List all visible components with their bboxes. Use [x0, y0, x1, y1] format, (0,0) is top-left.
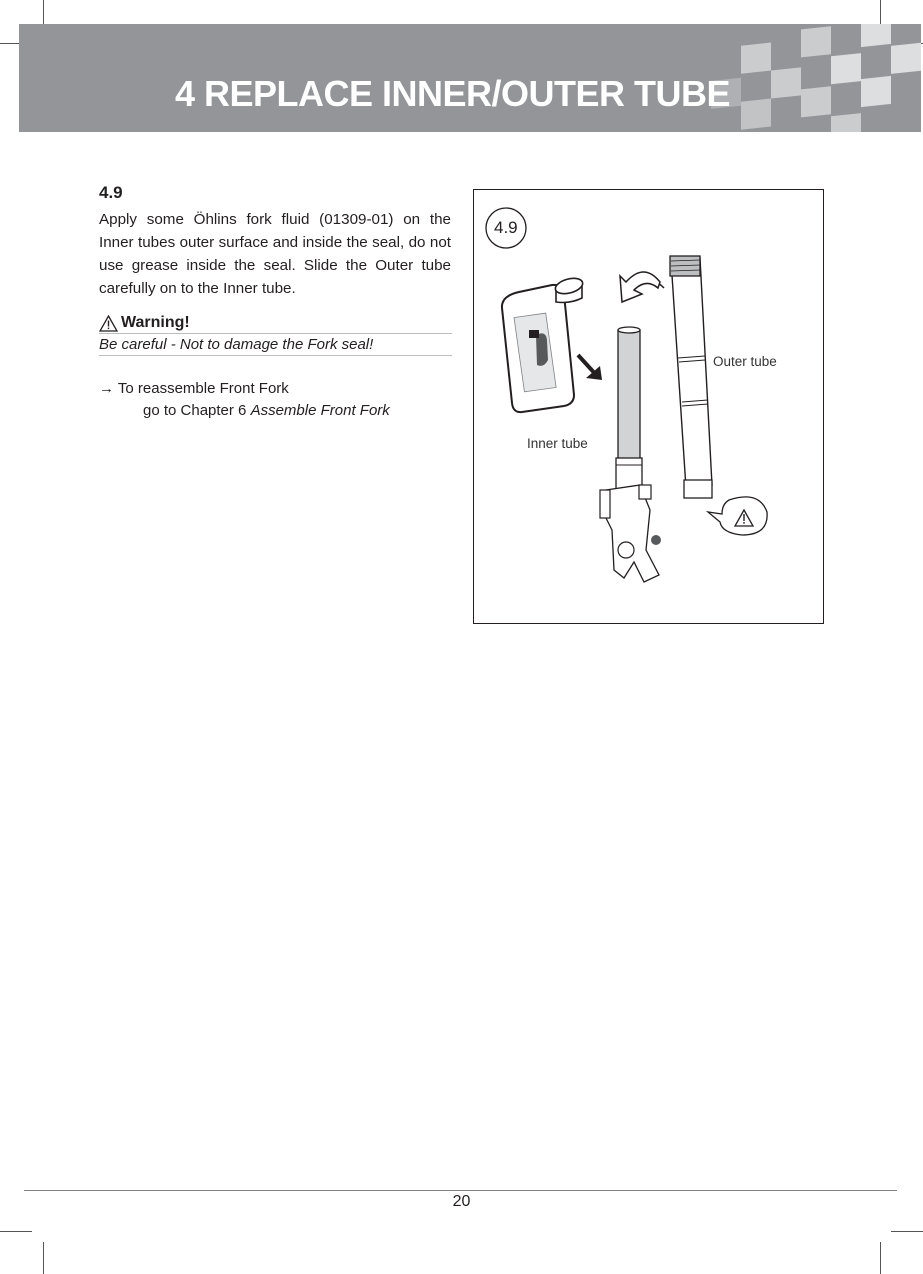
apply-arrow-icon — [578, 355, 602, 380]
warning-heading — [99, 313, 452, 334]
step-number: 4.9 — [99, 183, 123, 202]
crossref-line2 — [99, 400, 390, 422]
figure-box — [473, 189, 824, 624]
outer-tube-drawing — [670, 256, 712, 498]
outer-tube-label: Outer tube — [713, 354, 777, 369]
inner-tube-label: Inner tube — [527, 436, 588, 451]
crop-mark — [0, 1231, 32, 1232]
crossref-chapter-title: Assemble Front Fork — [250, 402, 390, 419]
figure-step-badge: 4.9 — [494, 218, 518, 237]
warning-heading-text: Warning! — [121, 314, 190, 331]
crossref-prefix: go to Chapter 6 — [143, 402, 251, 419]
fork-fluid-bottle-icon — [502, 276, 584, 412]
crop-mark — [891, 1231, 923, 1232]
chapter-title: 4 REPLACE INNER/OUTER TUBE — [175, 73, 731, 114]
inner-tube-drawing — [600, 327, 661, 582]
cross-reference — [99, 378, 390, 422]
slide-direction-arrow-icon — [620, 272, 664, 302]
crop-mark — [880, 1242, 881, 1274]
warning-text: Be careful - Not to damage the Fork seal! — [99, 336, 452, 356]
warning-triangle-icon — [99, 315, 118, 332]
step-instruction: Apply some Öhlins fork fluid (01309-01) on the Inner tubes outer surface and inside the seal, do not use grease inside the seal. Slide the Outer tube carefully on to the Inner tube. — [99, 211, 451, 297]
footer-rule — [24, 1190, 897, 1191]
seal-warning-callout — [708, 497, 767, 535]
crop-mark — [43, 1242, 44, 1274]
figure-illustration — [474, 190, 823, 623]
page-number: 20 — [452, 1193, 471, 1210]
crossref-line1: → To reassemble Front Fork — [99, 380, 289, 397]
